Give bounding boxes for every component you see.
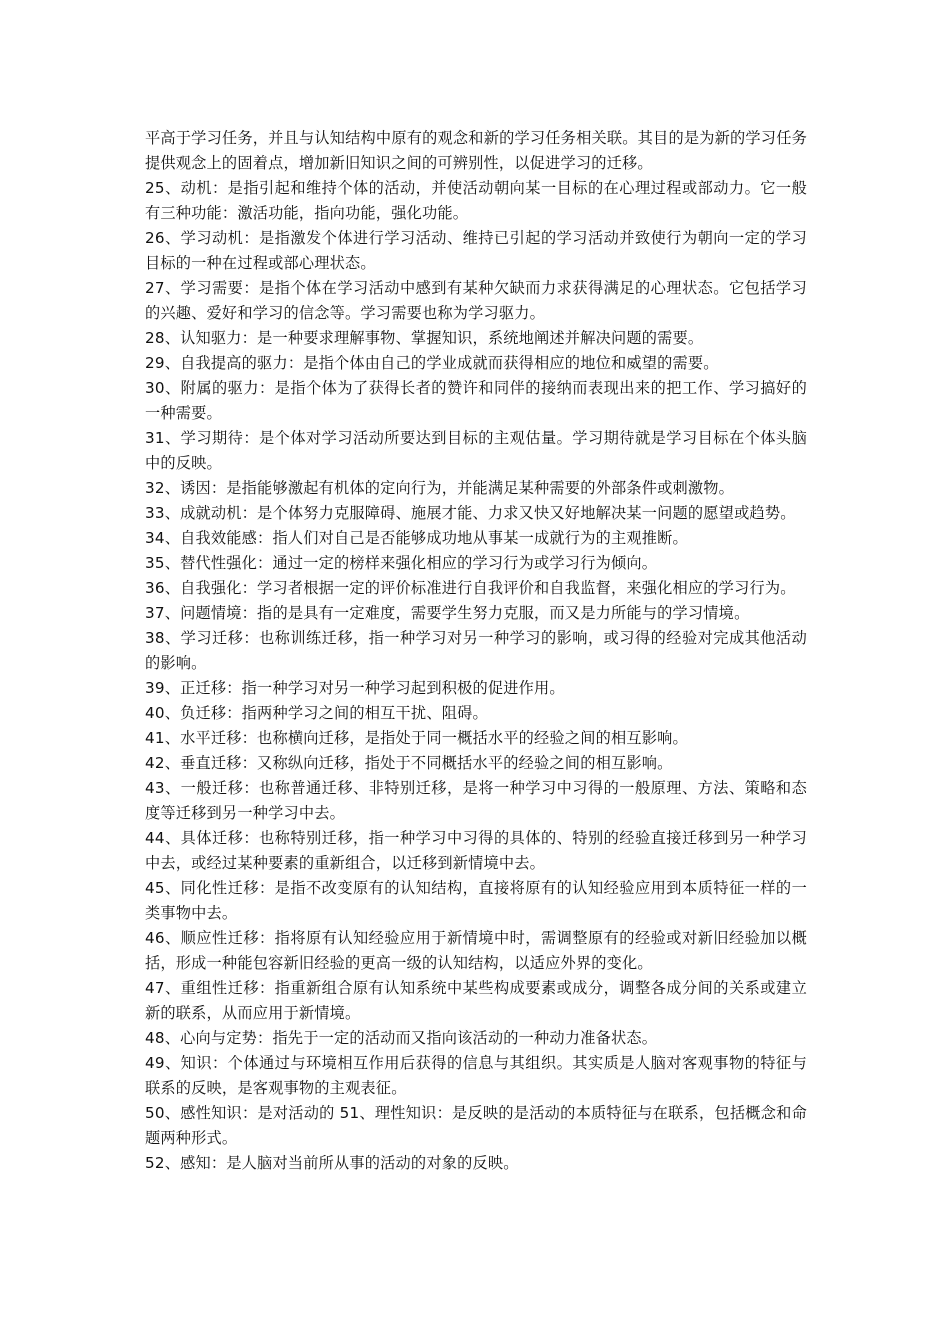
document-body — [145, 126, 807, 1176]
paragraph-term-37: 37、问题情境：指的是具有一定难度，需要学生努力克服，而又是力所能与的学习情境。 — [145, 604, 750, 622]
paragraph-term-52: 52、感知：是人脑对当前所从事的活动的对象的反映。 — [145, 1154, 519, 1172]
paragraph-term-46: 46、顺应性迁移：指将原有认知经验应用于新情境中时，需调整原有的经验或对新旧经验加以概括，形成一种能包容新旧经验的更高一级的认知结构，以适应外界的变化。 — [145, 929, 807, 972]
paragraph-term-39: 39、正迁移：指一种学习对另一种学习起到积极的促进作用。 — [145, 679, 565, 697]
paragraph-term-42: 42、垂直迁移：又称纵向迁移，指处于不同概括水平的经验之间的相互影响。 — [145, 754, 673, 772]
paragraph-intro-continuation: 平高于学习任务，并且与认知结构中原有的观念和新的学习任务相关联。其目的是为新的学习任务提供观念上的固着点，增加新旧知识之间的可辨别性，以促进学习的迁移。 — [145, 129, 807, 172]
paragraph-term-28: 28、认知驱力：是一种要求理解事物、掌握知识，系统地阐述并解决问题的需要。 — [145, 329, 704, 347]
paragraph-term-31: 31、学习期待：是个体对学习活动所要达到目标的主观估量。学习期待就是学习目标在个体头脑中的反映。 — [145, 429, 807, 472]
paragraph-term-26: 26、学习动机：是指激发个体进行学习活动、维持已引起的学习活动并致使行为朝向一定的学习目标的一种在过程或部心理状态。 — [145, 229, 807, 272]
paragraph-term-43: 43、一般迁移：也称普通迁移、非特别迁移，是将一种学习中习得的一般原理、方法、策略和态度等迁移到另一种学习中去。 — [145, 779, 807, 822]
paragraph-term-35: 35、替代性强化：通过一定的榜样来强化相应的学习行为或学习行为倾向。 — [145, 554, 658, 572]
paragraph-term-38: 38、学习迁移：也称训练迁移，指一种学习对另一种学习的影响，或习得的经验对完成其他活动的影响。 — [145, 629, 807, 672]
paragraph-term-41: 41、水平迁移：也称横向迁移，是指处于同一概括水平的经验之间的相互影响。 — [145, 729, 688, 747]
paragraph-term-45: 45、同化性迁移：是指不改变原有的认知结构，直接将原有的认知经验应用到本质特征一样的一类事物中去。 — [145, 879, 807, 922]
paragraph-term-48: 48、心向与定势：指先于一定的活动而又指向该活动的一种动力准备状态。 — [145, 1029, 658, 1047]
paragraph-term-33: 33、成就动机：是个体努力克服障碍、施展才能、力求又快又好地解决某一问题的愿望或趋势。 — [145, 504, 796, 522]
paragraph-term-40: 40、负迁移：指两种学习之间的相互干扰、阻碍。 — [145, 704, 488, 722]
paragraph-term-49: 49、知识：个体通过与环境相互作用后获得的信息与其组织。其实质是人脑对客观事物的特征与联系的反映，是客观事物的主观表征。 — [145, 1054, 807, 1097]
paragraph-term-50-51: 50、感性知识：是对活动的 51、理性知识：是反映的是活动的本质特征与在联系，包括概念和命题两种形式。 — [145, 1104, 807, 1147]
paragraph-term-27: 27、学习需要：是指个体在学习活动中感到有某种欠缺而力求获得满足的心理状态。它包括学习的兴趣、爱好和学习的信念等。学习需要也称为学习驱力。 — [145, 279, 807, 322]
paragraph-term-30: 30、附属的驱力：是指个体为了获得长者的赞许和同伴的接纳而表现出来的把工作、学习搞好的一种需要。 — [145, 379, 807, 422]
paragraph-term-25: 25、动机：是指引起和维持个体的活动，并使活动朝向某一目标的在心理过程或部动力。它一般有三种功能：激活功能，指向功能，强化功能。 — [145, 179, 807, 222]
paragraph-term-29: 29、自我提高的驱力：是指个体由自己的学业成就而获得相应的地位和威望的需要。 — [145, 354, 719, 372]
paragraph-term-32: 32、诱因：是指能够激起有机体的定向行为，并能满足某种需要的外部条件或刺激物。 — [145, 479, 735, 497]
paragraph-term-36: 36、自我强化：学习者根据一定的评价标准进行自我评价和自我监督，来强化相应的学习行为。 — [145, 579, 796, 597]
paragraph-term-34: 34、自我效能感：指人们对自己是否能够成功地从事某一成就行为的主观推断。 — [145, 529, 688, 547]
paragraph-term-47: 47、重组性迁移：指重新组合原有认知系统中某些构成要素或成分，调整各成分间的关系或建立新的联系，从而应用于新情境。 — [145, 979, 807, 1022]
paragraph-term-44: 44、具体迁移：也称特别迁移，指一种学习中习得的具体的、特别的经验直接迁移到另一种学习中去，或经过某种要素的重新组合，以迁移到新情境中去。 — [145, 829, 807, 872]
